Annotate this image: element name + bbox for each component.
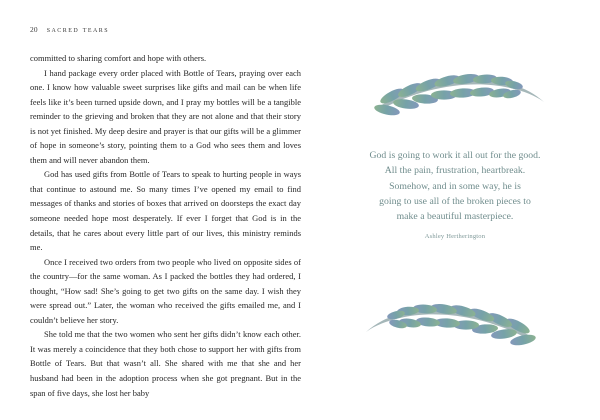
quote-line: Somehow, and in some way, he is bbox=[389, 180, 521, 192]
paragraph: God has used gifts from Bottle of Tears to speak to hurting people in ways that continue to astound me. So many times I’ve opened my email to find messages of thanks and stories of boxes that arrived on doorsteps the exact day someone needed hope most desperately. If ever I forget that God is in the details, that he cares about every little part of our lives, this ministry reminds me. bbox=[30, 169, 301, 253]
book-title-header: sacred tears bbox=[46, 24, 110, 34]
paragraph: Once I received two orders from two people who lived on opposite sides of the country—for the same woman. As I packed the bottles they had ordered, I thought, “How sad! She’s going to get two gifts on the same day. I wish they were spread out.” Later, the woman who received the gifts emailed me, and I couldn’t believe her story. bbox=[30, 256, 301, 325]
quote-line: All the pain, frustration, heartbreak. bbox=[384, 165, 526, 177]
quote-line: make a beautiful masterpiece. bbox=[396, 211, 514, 223]
body-text-column bbox=[30, 51, 301, 400]
page-number: 20 bbox=[30, 25, 38, 34]
recto-page bbox=[310, 0, 600, 420]
leaf-branch-icon bbox=[360, 296, 550, 358]
paragraph: I hand package every order placed with Bottle of Tears, praying over each one. I know how valuable sweet surprises like gifts and mail can be when life feels like it’s been turned upside down, and I pray my bottles will be a tangible reminder to the grieving and broken that they are not alone and that their story is not yet finished. My deep desire and prayer is that our gifts will be a glimmer of hope in someone’s story, pointing them to a God who sees them and loves them and will never abandon them. bbox=[30, 67, 301, 165]
paragraph: committed to sharing comfort and hope with others. bbox=[30, 53, 207, 63]
pull-quote bbox=[339, 148, 571, 240]
quote-line: God is going to work it all out for the good. bbox=[369, 150, 541, 161]
quote-attribution: Ashley Hertherington bbox=[424, 233, 486, 241]
paragraph: She told me that the two women who sent her gifts didn’t know each other. It was merely a coincidence that they both chose to support her with gifts from Bottle of Tears. But that wasn’t all. She shared with me that she and her husband had been in the adoption process when she got pregnant. But in the span of five days, she lost her baby bbox=[30, 329, 301, 398]
quote-line: going to use all of the broken pieces to bbox=[379, 195, 531, 207]
leaf-branch-icon bbox=[360, 66, 550, 128]
running-head bbox=[30, 24, 300, 34]
